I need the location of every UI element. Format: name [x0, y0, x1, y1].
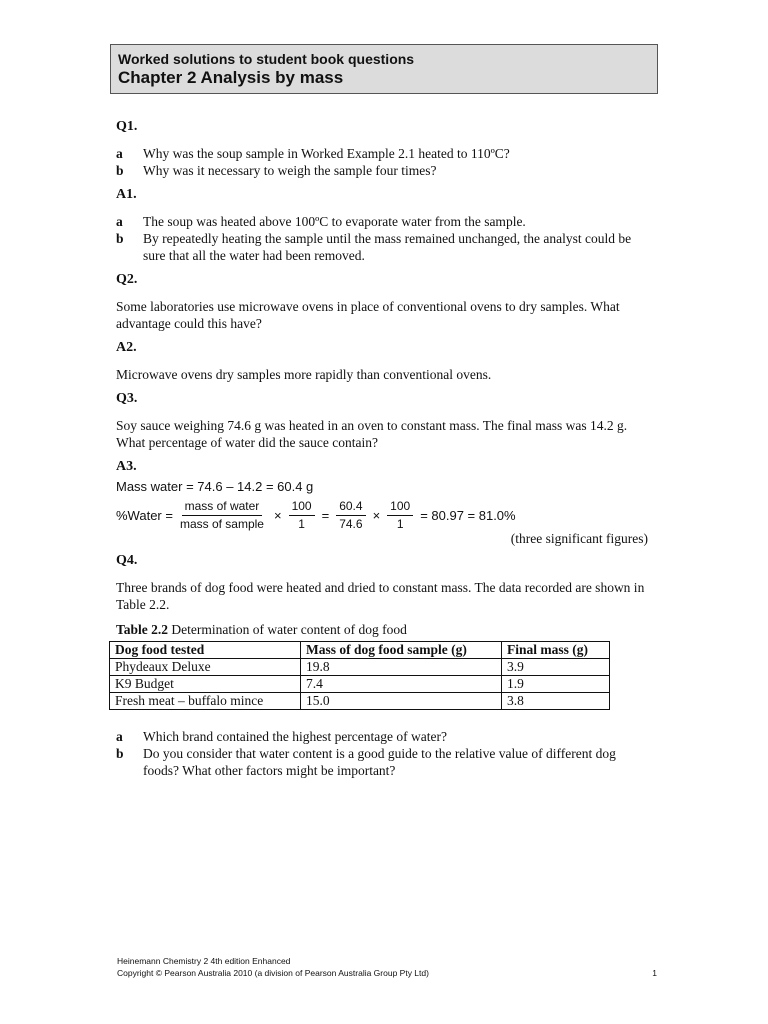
fraction-denominator: mass of sample	[179, 516, 264, 531]
question-item	[116, 745, 648, 779]
item-letter: b	[116, 746, 124, 761]
question-item	[116, 162, 648, 179]
item-text: The soup was heated above 100ºC to evaporate water from the sample.	[143, 214, 526, 229]
answer-label: A2.	[116, 340, 137, 355]
table-cell: Phydeaux Deluxe	[110, 659, 301, 676]
fraction-denominator: 1	[396, 516, 404, 531]
item-text: Which brand contained the highest percentage of water?	[143, 729, 447, 744]
table-cell: K9 Budget	[110, 676, 301, 693]
answer-text: Microwave ovens dry samples more rapidly than conventional ovens.	[116, 367, 492, 382]
item-letter: b	[116, 231, 124, 246]
sig-fig-note: (three significant figures)	[510, 531, 648, 546]
water-label: %Water =	[116, 507, 173, 523]
percent-water-formula	[116, 495, 648, 535]
times-sign: ×	[372, 507, 381, 523]
question-label: Q2.	[116, 272, 138, 287]
table-row	[110, 659, 610, 676]
column-header: Mass of dog food sample (g)	[301, 642, 502, 659]
fraction-denominator: 1	[298, 516, 305, 531]
fraction-numerator: 100	[387, 499, 413, 516]
question-item	[116, 728, 648, 745]
fraction-numerator: 60.4	[336, 499, 365, 516]
footer-book-title: Heinemann Chemistry 2 4th edition Enhanced	[117, 956, 291, 966]
answer-item	[116, 230, 648, 264]
table-cell: 19.8	[301, 659, 502, 676]
table-cell: 15.0	[301, 693, 502, 710]
item-text: Do you consider that water content is a good guide to the relative value of different dog foods? What other factors might be important?	[143, 746, 616, 778]
footer-copyright: Copyright © Pearson Australia 2010 (a division of Pearson Australia Group Pty Ltd)	[117, 968, 429, 978]
item-letter: a	[116, 729, 123, 744]
page-number: 1	[652, 968, 657, 978]
table-header-row	[110, 642, 610, 659]
page-footer	[117, 955, 657, 979]
fraction-values	[336, 499, 365, 532]
fraction-denominator: 74.6	[339, 516, 363, 531]
table-cell: 7.4	[301, 676, 502, 693]
table-cell: 3.9	[502, 659, 610, 676]
table-cell: Fresh meat – buffalo mince	[110, 693, 301, 710]
times-sign: ×	[273, 507, 282, 523]
question-text: Soy sauce weighing 74.6 g was heated in an oven to constant mass. The final mass was 14.2 g. What percentage of water did the sauce contain?	[116, 418, 628, 450]
table-number: Table 2.2	[116, 622, 169, 637]
table-cell: 3.8	[502, 693, 610, 710]
answer-item	[116, 213, 648, 230]
table-caption-text: Determination of water content of dog food	[171, 622, 407, 637]
column-header: Dog food tested	[110, 642, 301, 659]
mass-water-line: Mass water = 74.6 – 14.2 = 60.4 g	[116, 479, 314, 494]
item-text: Why was the soup sample in Worked Example 2.1 heated to 110ºC?	[143, 146, 510, 161]
table-row	[110, 693, 610, 710]
header-subtitle: Worked solutions to student book questions	[118, 51, 415, 67]
table-cell: 1.9	[502, 676, 610, 693]
fraction-hundred	[387, 499, 413, 532]
item-letter: a	[116, 214, 123, 229]
item-letter: a	[116, 146, 123, 161]
result: = 80.97 = 81.0%	[420, 507, 516, 523]
calculation	[116, 478, 648, 535]
question-text: Three brands of dog food were heated and dried to constant mass. The data recorded are shown in Table 2.2.	[116, 580, 645, 612]
fraction-hundred	[289, 499, 315, 532]
question-label: Q4.	[116, 553, 138, 568]
fraction-numerator: 100	[289, 499, 315, 516]
question-label: Q3.	[116, 391, 138, 406]
question-label: Q1.	[116, 119, 138, 134]
answer-label: A1.	[116, 187, 137, 202]
dog-food-table	[109, 641, 610, 710]
item-text: Why was it necessary to weigh the sample four times?	[143, 163, 437, 178]
question-text: Some laboratories use microwave ovens in place of conventional ovens to dry samples. What advantage could this have?	[116, 299, 620, 331]
answer-label: A3.	[116, 459, 137, 474]
equals-sign: =	[321, 507, 330, 523]
table-caption	[116, 621, 648, 638]
fraction-numerator: mass of water	[182, 499, 263, 516]
document-body	[116, 118, 648, 779]
item-letter: b	[116, 163, 124, 178]
question-item	[116, 145, 648, 162]
chapter-title: Chapter 2 Analysis by mass	[118, 68, 344, 87]
column-header: Final mass (g)	[502, 642, 610, 659]
item-text: By repeatedly heating the sample until the mass remained unchanged, the analyst could be sure that all the water had been removed.	[143, 231, 632, 263]
fraction-mass-ratio	[177, 499, 267, 532]
footer-row	[117, 967, 657, 979]
table-row	[110, 676, 610, 693]
page-header	[110, 44, 658, 94]
